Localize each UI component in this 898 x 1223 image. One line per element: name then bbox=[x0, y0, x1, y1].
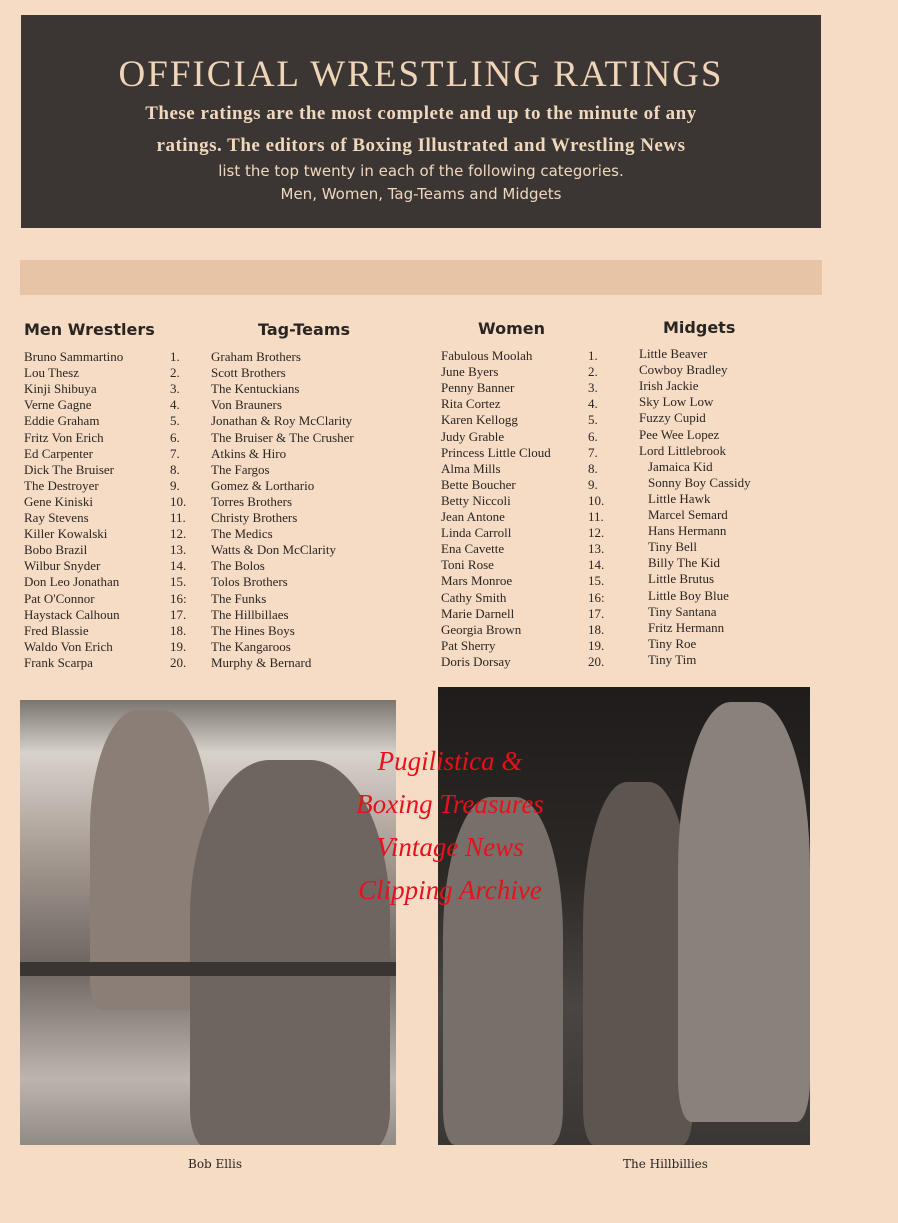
men-rank-number: 6. bbox=[170, 429, 180, 445]
midgets-list-item: Sonny Boy Cassidy bbox=[648, 474, 751, 490]
women-heading: Women bbox=[478, 319, 545, 338]
men-list-item: Don Leo Jonathan bbox=[24, 574, 120, 590]
midgets-list-item: Tiny Tim bbox=[648, 651, 697, 667]
midgets-list-item: Little Beaver bbox=[639, 346, 708, 361]
women-list-item: Bette Boucher bbox=[441, 476, 516, 492]
midgets-list-item: Tiny Santana bbox=[648, 603, 717, 619]
midgets-list-item: Fuzzy Cupid bbox=[639, 410, 706, 426]
men-rank-number: 5. bbox=[170, 413, 180, 429]
women-rank-number: 11. bbox=[588, 509, 604, 524]
watermark-line-3: Vintage News bbox=[376, 832, 524, 862]
midgets-list-item: Little Brutus bbox=[648, 571, 715, 587]
women-rank-number: 8. bbox=[588, 460, 598, 476]
men-rank-number: 19. bbox=[170, 638, 187, 654]
divider-stripe bbox=[20, 260, 822, 295]
midgets-list-item: Hans Hermann bbox=[648, 523, 727, 539]
women-rank-number: 15. bbox=[588, 573, 605, 589]
intro-line-4: Men, Women, Tag-Teams and Midgets bbox=[280, 185, 562, 203]
men-list-item: Verne Gagne bbox=[24, 397, 92, 413]
women-rank-number: 2. bbox=[588, 364, 598, 380]
men-list-item: Kinji Shibuya bbox=[24, 381, 97, 397]
men-rank-number: 1. bbox=[170, 349, 180, 364]
men-rank-number: 4. bbox=[170, 397, 180, 413]
header-banner bbox=[21, 15, 821, 228]
men-heading: Men Wrestlers bbox=[24, 320, 155, 339]
women-rank-number: 17. bbox=[588, 605, 605, 621]
midgets-list-item: Fritz Hermann bbox=[648, 619, 725, 635]
watermark-line-4: Clipping Archive bbox=[358, 875, 542, 905]
men-list-item: Killer Kowalski bbox=[24, 526, 108, 542]
women-list-item: June Byers bbox=[441, 364, 499, 380]
tag-list-item: The Kangaroos bbox=[211, 638, 291, 654]
women-list-item: Marie Darnell bbox=[441, 605, 515, 621]
women-rank-number: 4. bbox=[588, 396, 598, 412]
tag-list-item: Tolos Brothers bbox=[211, 574, 288, 590]
women-rank-number: 14. bbox=[588, 557, 605, 573]
women-list-item: Cathy Smith bbox=[441, 589, 507, 605]
women-rank-number: 6. bbox=[588, 428, 598, 444]
intro-line-1: These ratings are the most complete and up to the minute of any bbox=[145, 103, 697, 124]
midgets-list-item: Sky Low Low bbox=[639, 394, 714, 410]
tag-list-item: Jonathan & Roy McClarity bbox=[211, 413, 353, 429]
women-list-item: Jean Antone bbox=[441, 509, 505, 524]
tag-list-item: Murphy & Bernard bbox=[211, 654, 312, 670]
tag-list-item: The Bruiser & The Crusher bbox=[211, 429, 354, 445]
women-rank-number: 7. bbox=[588, 444, 598, 460]
tag-list-item: Watts & Don McClarity bbox=[211, 542, 336, 558]
tag-list-item: Gomez & Lorthario bbox=[211, 477, 315, 493]
men-rank-number: 9. bbox=[170, 477, 180, 493]
midgets-list-item: Tiny Bell bbox=[648, 539, 698, 555]
tag-list-item: Christy Brothers bbox=[211, 510, 298, 525]
tag-list-item: Von Brauners bbox=[211, 397, 282, 413]
midgets-list-item: Little Hawk bbox=[648, 490, 711, 506]
caption-right: The Hillbillies bbox=[623, 1157, 708, 1171]
tag-list-item: The Kentuckians bbox=[211, 381, 300, 397]
men-list-item: Haystack Calhoun bbox=[24, 606, 120, 622]
women-rank-number: 12. bbox=[588, 525, 605, 541]
women-rank-number: 16: bbox=[588, 589, 605, 605]
men-list-item: Ray Stevens bbox=[24, 510, 89, 525]
men-list-item: Bruno Sammartino bbox=[24, 349, 124, 364]
tag-list-item: The Hillbillaes bbox=[211, 606, 289, 622]
tag-list-item: The Hines Boys bbox=[211, 622, 295, 638]
tag-teams-heading: Tag-Teams bbox=[258, 320, 351, 339]
midgets-list-item: Irish Jackie bbox=[639, 378, 699, 394]
midgets-list-item: Tiny Roe bbox=[648, 635, 697, 651]
women-list-item: Karen Kellogg bbox=[441, 412, 518, 428]
midgets-list-item: Little Boy Blue bbox=[648, 587, 729, 603]
men-rank-number: 10. bbox=[170, 493, 187, 509]
men-rank-number: 2. bbox=[170, 365, 180, 381]
women-list-item: Judy Grable bbox=[441, 428, 505, 444]
men-rank-number: 18. bbox=[170, 622, 187, 638]
men-list-item: Fritz Von Erich bbox=[24, 429, 104, 445]
women-rank-number: 20. bbox=[588, 653, 605, 669]
midgets-list-item: Cowboy Bradley bbox=[639, 362, 728, 378]
page-title: OFFICIAL WRESTLING RATINGS bbox=[118, 54, 724, 95]
men-list-item: Gene Kiniski bbox=[24, 493, 93, 509]
men-list-item: Dick The Bruiser bbox=[24, 461, 115, 477]
tag-list-item: The Fargos bbox=[211, 461, 270, 477]
midgets-list-item: Jamaica Kid bbox=[648, 458, 713, 474]
men-rank-number: 15. bbox=[170, 574, 187, 590]
men-list-item: Waldo Von Erich bbox=[24, 638, 113, 654]
watermark-line-2: Boxing Treasures bbox=[356, 789, 544, 819]
men-list-item: Fred Blassie bbox=[24, 622, 89, 638]
women-list-item: Alma Mills bbox=[441, 460, 501, 476]
tag-list-item: The Funks bbox=[211, 590, 267, 606]
tag-list-item: Atkins & Hiro bbox=[211, 445, 287, 461]
women-rank-number: 1. bbox=[588, 348, 598, 363]
men-list-item: The Destroyer bbox=[24, 477, 99, 493]
women-list-item: Ena Cavette bbox=[441, 541, 505, 557]
women-rank-number: 10. bbox=[588, 492, 605, 508]
women-rank-number: 9. bbox=[588, 476, 598, 492]
men-rank-number: 3. bbox=[170, 381, 180, 397]
tag-list-item: The Bolos bbox=[211, 558, 265, 574]
women-list-item: Toni Rose bbox=[441, 557, 494, 573]
intro-line-2: ratings. The editors of Boxing Illustrated and Wrestling News bbox=[156, 135, 686, 156]
men-rank-number: 17. bbox=[170, 606, 187, 622]
men-rank-number: 14. bbox=[170, 558, 187, 574]
women-list-item: Mars Monroe bbox=[441, 573, 513, 589]
men-rank-number: 8. bbox=[170, 461, 180, 477]
women-list-item: Doris Dorsay bbox=[441, 653, 511, 669]
women-rank-number: 3. bbox=[588, 380, 598, 396]
women-list-item: Linda Carroll bbox=[441, 525, 512, 541]
women-list-item: Pat Sherry bbox=[441, 637, 496, 653]
women-list-item: Princess Little Cloud bbox=[441, 444, 551, 460]
midgets-list-item: Pee Wee Lopez bbox=[639, 426, 720, 442]
intro-line-3: list the top twenty in each of the following categories. bbox=[218, 162, 624, 180]
caption-left: Bob Ellis bbox=[188, 1157, 242, 1171]
tag-list-item: Graham Brothers bbox=[211, 349, 301, 364]
men-rank-number: 11. bbox=[170, 510, 186, 525]
men-list-item: Wilbur Snyder bbox=[24, 558, 101, 574]
men-list-item: Pat O'Connor bbox=[24, 590, 95, 606]
men-rank-number: 16: bbox=[170, 590, 187, 606]
men-list-item: Lou Thesz bbox=[24, 365, 79, 381]
women-rank-number: 13. bbox=[588, 541, 605, 557]
women-list-item: Penny Banner bbox=[441, 380, 515, 396]
men-rank-number: 7. bbox=[170, 445, 180, 461]
women-rank-number: 5. bbox=[588, 412, 598, 428]
midgets-list-item: Marcel Semard bbox=[648, 507, 728, 522]
tag-list-item: Scott Brothers bbox=[211, 365, 286, 381]
tag-list-item: The Medics bbox=[211, 526, 273, 542]
men-rank-number: 12. bbox=[170, 526, 187, 542]
men-rank-number: 20. bbox=[170, 654, 187, 670]
women-list-item: Georgia Brown bbox=[441, 621, 522, 637]
men-list-item: Frank Scarpa bbox=[24, 654, 93, 670]
watermark-line-1: Pugilistica & bbox=[377, 746, 523, 776]
men-list-item: Ed Carpenter bbox=[24, 445, 93, 461]
tag-list-item: Torres Brothers bbox=[211, 493, 293, 509]
women-list-item: Rita Cortez bbox=[441, 396, 501, 412]
men-list-item: Eddie Graham bbox=[24, 413, 100, 429]
women-list-item: Fabulous Moolah bbox=[441, 348, 533, 363]
midgets-heading: Midgets bbox=[663, 318, 736, 337]
women-list-item: Betty Niccoli bbox=[441, 492, 511, 508]
midgets-list-item: Lord Littlebrook bbox=[639, 442, 727, 458]
women-rank-number: 18. bbox=[588, 621, 605, 637]
women-rank-number: 19. bbox=[588, 637, 605, 653]
midgets-list-item: Billy The Kid bbox=[648, 555, 720, 571]
men-rank-number: 13. bbox=[170, 542, 187, 558]
men-list-item: Bobo Brazil bbox=[24, 542, 88, 558]
